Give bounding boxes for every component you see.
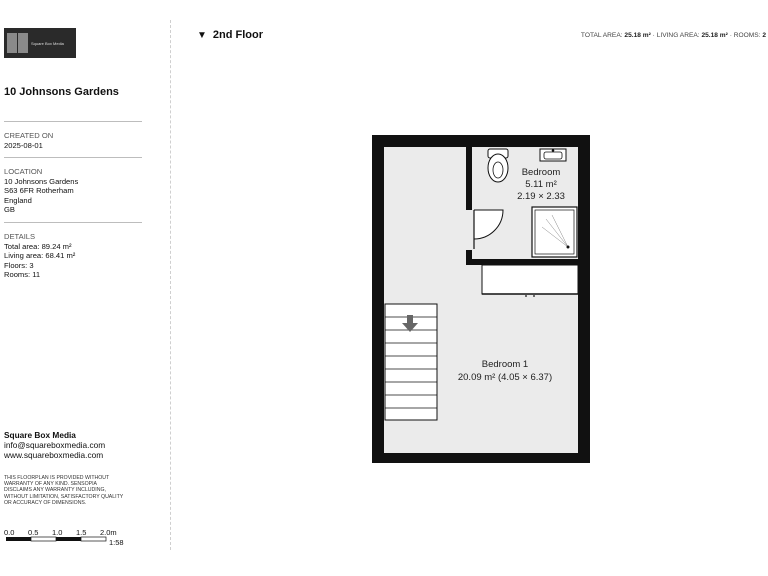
details-label: DETAILS — [4, 232, 36, 241]
location-label: LOCATION — [4, 167, 43, 176]
scale-segment — [81, 537, 106, 541]
details-line: Rooms: 11 — [4, 270, 41, 279]
created-section — [4, 131, 53, 150]
logo-text: Square Box Media — [31, 40, 64, 46]
toilet-icon — [488, 149, 508, 182]
rooms-label: ROOMS: — [733, 32, 761, 39]
shower-icon — [532, 207, 577, 257]
divider — [4, 157, 142, 158]
scale-segment — [6, 537, 31, 541]
scale-tick: 0.5 — [28, 528, 39, 537]
living-area-label: LIVING AREA: — [656, 32, 700, 39]
location-line: S63 6FR Rotherham — [4, 186, 74, 195]
details-section — [4, 232, 75, 280]
scale-ratio: 1:58 — [109, 538, 124, 547]
details-line: Living area: 68.41 m² — [4, 251, 76, 260]
location-line: 10 Johnsons Gardens — [4, 176, 79, 186]
scale-tick: 0.0 — [4, 528, 15, 537]
total-area-label: TOTAL AREA: — [580, 32, 623, 39]
floor-stats — [0, 29, 768, 41]
wardrobe-handle — [533, 295, 535, 297]
sink-icon — [540, 149, 566, 161]
disclaimer-line: THIS FLOORPLAN IS PROVIDED WITHOUT — [4, 475, 110, 481]
room-area: 5.11 m² — [525, 179, 557, 190]
living-area-value: 25.18 m² — [701, 32, 728, 39]
floor-title: 2nd Floor — [212, 29, 264, 41]
door-opening — [466, 210, 474, 250]
company-website[interactable]: www.squareboxmedia.com — [4, 450, 104, 460]
location-line: England — [4, 195, 32, 205]
collapse-arrow-icon[interactable]: ▼ — [197, 29, 207, 41]
stats-separator: · — [729, 32, 732, 39]
location-section — [4, 167, 78, 215]
details-line: Floors: 3 — [4, 260, 34, 270]
disclaimer-line: OR ACCURACY OF DIMENSIONS. — [4, 499, 87, 506]
disclaimer-line: WITHOUT LIMITATION, SATISFACTORY QUALITY — [4, 493, 124, 500]
disclaimer-line: WARRANTY OF ANY KIND. SENSOPIA — [4, 481, 98, 488]
rooms-value: 2 — [762, 32, 766, 39]
wardrobe — [482, 265, 578, 294]
room-dims: 2.19 × 2.33 — [517, 191, 565, 202]
created-label: CREATED ON — [4, 131, 54, 140]
company-name: Square Box Media — [4, 430, 76, 440]
wardrobe-handle — [525, 295, 527, 297]
property-title: 10 Johnsons Gardens — [4, 86, 119, 98]
room-name: Bedroom — [521, 167, 561, 178]
scale-tick: 1.0 — [52, 528, 63, 537]
scale-bar — [4, 526, 144, 550]
company-email[interactable]: info@squareboxmedia.com — [4, 440, 106, 450]
location-line: GB — [4, 205, 15, 214]
disclaimer-line: DISCLAIMS ANY WARRANTY INCLUDING, — [4, 487, 106, 494]
floorplan — [372, 135, 590, 463]
room-name: Bedroom 1 — [481, 359, 529, 370]
sidebar-divider — [170, 20, 171, 550]
sidebar — [0, 0, 170, 576]
company-info — [4, 430, 105, 460]
details-line: Total area: 89.24 m² — [4, 241, 72, 251]
divider — [4, 121, 142, 122]
scale-tick: 2.0m — [100, 528, 117, 537]
total-area-value: 25.18 m² — [624, 32, 651, 39]
disclaimer — [4, 475, 149, 506]
stats-separator: · — [652, 32, 655, 39]
scale-segment — [31, 537, 56, 541]
divider — [4, 222, 142, 223]
room-area-dims: 20.09 m² (4.05 × 6.37) — [457, 372, 553, 383]
scale-tick: 1.5 — [76, 528, 87, 537]
scale-segment — [56, 537, 81, 541]
created-value: 2025-08-01 — [4, 140, 43, 150]
